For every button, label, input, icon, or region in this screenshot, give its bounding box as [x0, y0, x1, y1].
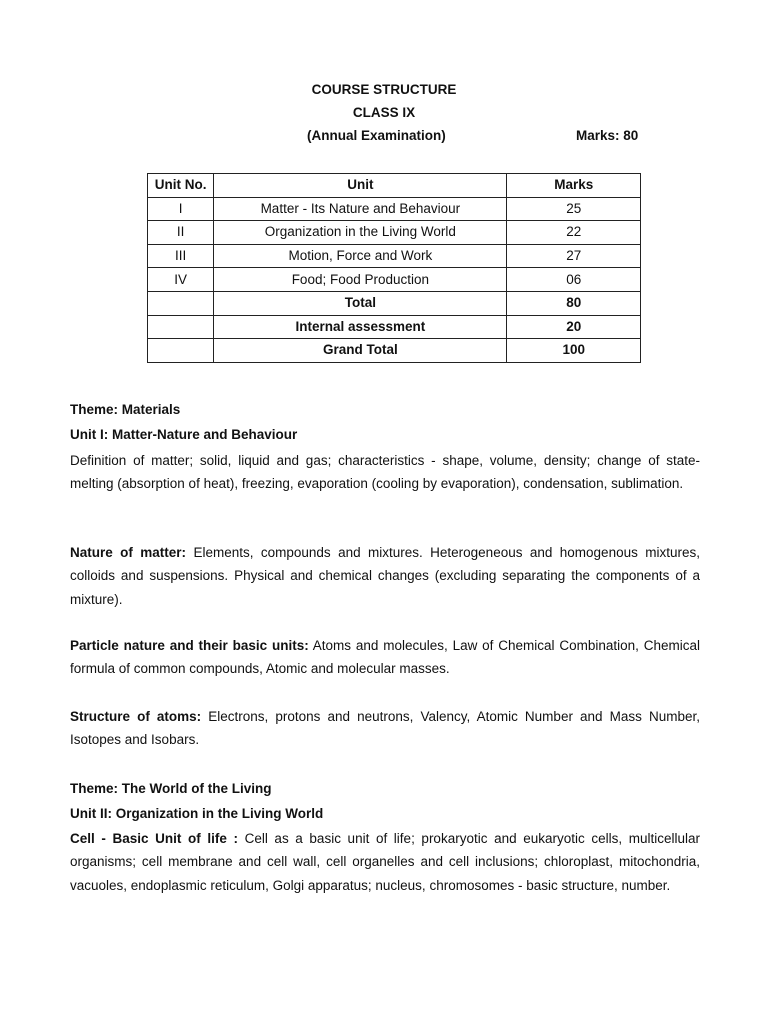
column-header-unit: Unit	[214, 174, 507, 198]
paragraph-label: Structure of atoms:	[70, 709, 202, 724]
paragraph-definition-of-matter: Definition of matter; solid, liquid and gas; characteristics - shape, volume, density; change of state-melting (absorption of heat), freezing, evaporation (cooling by evaporation), condensation, sublimation.	[70, 453, 700, 492]
table-header-row	[148, 174, 641, 198]
theme-heading: Theme: Materials	[70, 402, 181, 417]
summary-value-cell: 20	[507, 315, 641, 339]
total-marks-label: Marks: 80	[576, 128, 639, 143]
summary-value-cell: 100	[507, 339, 641, 363]
theme-heading: Theme: The World of the Living	[70, 781, 272, 796]
summary-row-grand-total	[148, 339, 641, 363]
paragraph-text: Elements, compounds and mixtures. Heterogeneous and homogenous mixtures, colloids and suspensions. Physical and chemical changes (excluding separating the components of a mixture).	[70, 545, 700, 607]
table-row	[148, 268, 641, 292]
paragraph-label: Particle nature and their basic units:	[70, 638, 309, 653]
table-row	[148, 197, 641, 221]
unit-marks-cell: 06	[507, 268, 641, 292]
column-header-marks: Marks	[507, 174, 641, 198]
course-structure-table	[147, 173, 641, 363]
unit-heading: Unit II: Organization in the Living World	[70, 806, 324, 821]
empty-cell	[148, 315, 214, 339]
column-header-unit-no: Unit No.	[148, 174, 214, 198]
unit-number-cell: III	[148, 244, 214, 268]
empty-cell	[148, 291, 214, 315]
paragraph-structure-of-atoms	[70, 705, 700, 752]
paragraph-nature-of-matter	[70, 541, 700, 611]
summary-row-total	[148, 291, 641, 315]
unit-marks-cell: 22	[507, 221, 641, 245]
unit-name-cell: Motion, Force and Work	[214, 244, 507, 268]
paragraph-text: Cell as a basic unit of life; prokaryotic and eukaryotic cells, multicellular organisms; cell membrane and cell wall, cell organelles and cell inclusions; chloroplast, mitochondria, vacuoles, endoplasmic reticulum, Golgi apparatus; nucleus, chromosomes - basic structure, number.	[70, 831, 700, 893]
summary-row-internal-assessment	[148, 315, 641, 339]
unit-number-cell: I	[148, 197, 214, 221]
course-structure-title: COURSE STRUCTURE	[311, 82, 457, 97]
exam-label: (Annual Examination)	[307, 128, 446, 143]
paragraph-cell-basic-unit	[70, 827, 700, 897]
unit-number-cell: II	[148, 221, 214, 245]
class-label: CLASS IX	[352, 105, 416, 120]
unit-marks-cell: 27	[507, 244, 641, 268]
unit-number-cell: IV	[148, 268, 214, 292]
table-row	[148, 244, 641, 268]
unit-name-cell: Matter - Its Nature and Behaviour	[214, 197, 507, 221]
paragraph-text: Electrons, protons and neutrons, Valency, Atomic Number and Mass Number, Isotopes and Isobars.	[70, 709, 700, 748]
paragraph-text: Atoms and molecules, Law of Chemical Combination, Chemical formula of common compounds, Atomic and molecular masses.	[70, 638, 700, 677]
summary-label-cell: Total	[214, 291, 507, 315]
summary-label-cell: Internal assessment	[214, 315, 507, 339]
summary-label-cell: Grand Total	[214, 339, 507, 363]
paragraph-label: Cell - Basic Unit of life :	[70, 831, 238, 846]
empty-cell	[148, 339, 214, 363]
unit-name-cell: Food; Food Production	[214, 268, 507, 292]
paragraph-label: Nature of matter:	[70, 545, 187, 560]
unit-name-cell: Organization in the Living World	[214, 221, 507, 245]
table-row	[148, 221, 641, 245]
paragraph-particle-nature	[70, 634, 700, 681]
unit-marks-cell: 25	[507, 197, 641, 221]
unit-heading: Unit I: Matter-Nature and Behaviour	[70, 427, 298, 442]
summary-value-cell: 80	[507, 291, 641, 315]
